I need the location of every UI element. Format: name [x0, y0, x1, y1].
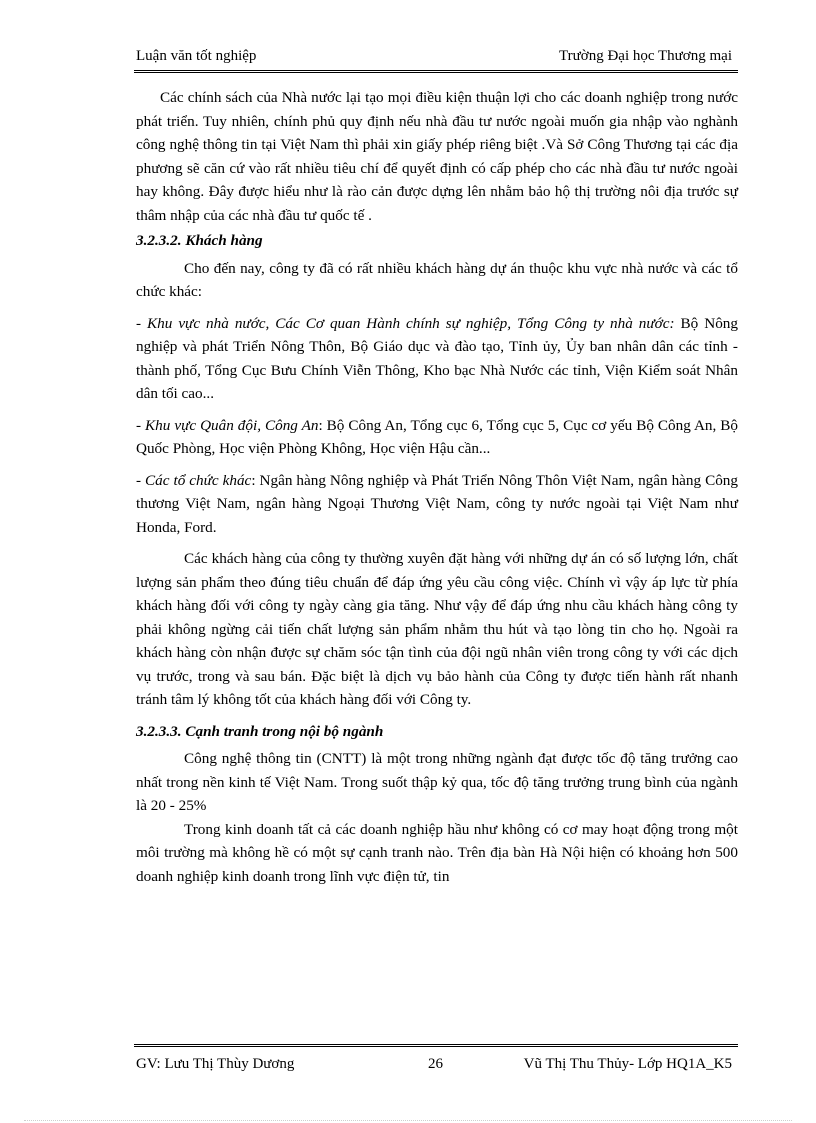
page-header	[136, 48, 732, 70]
section-heading-competition: 3.2.3.3. Cạnh tranh trong nội bộ ngành	[136, 722, 384, 740]
header-right-text: Trường Đại học Thương mại	[559, 48, 732, 64]
header-divider	[134, 70, 738, 73]
paragraph-customers-intro: Cho đến nay, công ty đã có rất nhiều khách hàng dự án thuộc khu vực nhà nước và các tổ chức khác:	[136, 259, 738, 300]
footer-advisor: GV: Lưu Thị Thùy Dương	[136, 1056, 295, 1072]
list-item-label: - Khu vực nhà nước, Các Cơ quan Hành chính sự nghiệp, Tổng Công ty nhà nước:	[136, 314, 675, 332]
paragraph-barriers: Các chính sách của Nhà nước lại tạo mọi điều kiện thuận lợi cho các doanh nghiệp trong nước phát triển. Tuy nhiên, chính phủ quy định nếu nhà đầu tư nước ngoài muốn gia nhập vào nghành công nghệ thông tin tại Việt Nam thì phải xin giấy phép riêng biệt .Và Sở Công Thương tại các địa phương sẽ căn cứ vào rất nhiều tiêu chí để quyết định có cấp phép cho các nhà đầu tư nước ngoài hay không. Đây được hiểu như là rào cản được dựng lên nhằm bảo hộ thị trường nôi địa trước sự thâm nhập của các nhà đầu tư quốc tế .	[136, 89, 738, 224]
page-number: 26	[428, 1056, 443, 1072]
header-left-text: Luận văn tốt nghiệp	[136, 48, 257, 64]
footer-divider	[134, 1044, 738, 1047]
list-item-text: Bộ Nông nghiệp và phát Triển Nông Thôn, Bộ Giáo dục và đào tạo, Tỉnh ủy, Ủy ban nhân dân các tỉnh - thành phố, Tổng Cục Bưu Chính Viễn Thông, Kho bạc Nhà Nước các tỉnh, Viện Kiểm soát Nhân dân tối cao...	[136, 314, 738, 402]
document-body	[136, 86, 738, 888]
paragraph-it-growth: Công nghệ thông tin (CNTT) là một trong những ngành đạt được tốc độ tăng trưởng cao nhất trong nền kinh tế Việt Nam. Trong suốt thập kỷ qua, tốc độ tăng trưởng trung bình của ngành là 20 - 25%	[136, 750, 738, 814]
list-item-text: : Bộ Công An, Tổng cục 6, Tổng cục 5, Cục cơ yếu Bộ Công An, Bộ Quốc Phòng, Học viện Phòng Không, Học viện Hậu cần...	[136, 416, 739, 457]
page-footer	[136, 1056, 732, 1078]
list-item-label: - Khu vực Quân đội, Công An	[136, 416, 319, 434]
list-item-text: : Ngân hàng Nông nghiệp và Phát Triển Nông Thôn Việt Nam, ngân hàng Công thương Việt Nam, ngân hàng Ngoại Thương Việt Nam, công ty nước ngoài tại Việt Nam như Honda, Ford.	[136, 471, 738, 536]
list-item-label: - Các tổ chức khác	[136, 471, 252, 489]
paragraph-customer-pressure: Các khách hàng của công ty thường xuyên đặt hàng với những dự án có số lượng lớn, chất lượng sản phẩm theo đúng tiêu chuẩn để đáp ứng yêu cầu công việc. Chính vì vậy áp lực từ phía khách hàng đối với công ty ngày càng gia tăng. Như vậy để đáp ứng nhu cầu khách hàng công ty phải không ngừng cải tiến chất lượng sản phẩm nhằm thu hút và tạo lòng tin cho họ. Ngoài ra khách hàng còn nhận được sự chăm sóc tận tình của đội ngũ nhân viên trong công ty với các dịch vụ trước, trong và sau bán. Đặc biệt là dịch vụ bảo hành của Công ty được tiến hành rất nhanh tránh tâm lý không tốt của khách hàng đối với Công ty.	[136, 550, 738, 708]
list-item-military-police	[136, 414, 738, 461]
list-item-other-orgs	[136, 469, 738, 540]
section-heading-customers: 3.2.3.2. Khách hàng	[136, 232, 263, 249]
page-edge	[24, 1120, 792, 1121]
list-item-state-sector	[136, 312, 738, 406]
footer-author: Vũ Thị Thu Thủy- Lớp HQ1A_K5	[523, 1056, 732, 1072]
paragraph-competition: Trong kinh doanh tất cả các doanh nghiệp hầu như không có cơ may hoạt động trong một môi trường mà không hề có một sự cạnh tranh nào. Trên địa bàn Hà Nội hiện có khoảng hơn 500 doanh nghiệp kinh doanh trong lĩnh vực điện tử, tin	[136, 820, 738, 885]
